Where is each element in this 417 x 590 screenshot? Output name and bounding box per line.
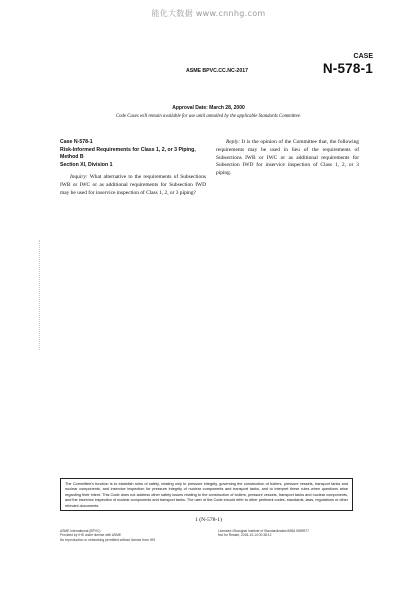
reply-paragraph	[216, 139, 359, 178]
page-number: 1 (N-578-1)	[195, 517, 222, 523]
watermark: 能化大数据 www.cnnhg.com	[151, 9, 266, 18]
approval-date: Approval Date: March 28, 2000	[172, 105, 245, 111]
margin-mark	[39, 240, 43, 350]
reply-text: It is the opinion of the Committee that, the following requirements may be used in lieu of the requirements of Subsections IWB or IWC or as additional requirements for Subsection IWD for inservice inspection of Class 1, 2, or 3 piping.	[216, 139, 359, 177]
reply-label: Reply:	[226, 139, 241, 145]
inquiry-text: What alternative to the requirements of Subsections IWB or IWC or as additional requirements for Subsection IWD may be used for inservice inspection of Class 1, 2, or 3 piping?	[60, 174, 206, 196]
inquiry-label: Inquiry:	[70, 174, 88, 181]
case-heading: Case N-578-1	[60, 139, 93, 145]
inquiry-paragraph	[60, 174, 206, 197]
footer-right-line2: Not for Resale, 2018-13-14 00:38:12	[218, 533, 272, 538]
case-title-line2: Method B	[60, 154, 84, 161]
footer-left-line2: Provided by IHS under license with ASME	[60, 533, 122, 538]
availability-note: Code Cases will remain available for use until annulled by the applicable Standards Committee.	[115, 114, 302, 119]
case-word: CASE	[353, 53, 373, 60]
right-column	[216, 139, 359, 178]
footer-right-line1: Licensee=Shanghai Institute of Standardization/5964 5559977	[218, 529, 310, 533]
committee-notice-box: The Committee’s function is to establish rules of safety, relating only to pressure integrity, governing the construction of boilers, pressure vessels, transport tanks and nuclear components, and inservice inspection for pressure integrity of nuclear components and transport tanks, and to interpret these rules when questions arise regarding their intent. This Code does not address other safety issues relating to the construction of boilers, pressure vessels, transport tanks and nuclear components, and the inservice inspection of nuclear components and transport tanks. The user of the Code should refer to other pertinent codes, standards, laws, regulations or other relevant documents.	[60, 478, 353, 511]
footer-left	[60, 529, 220, 542]
left-column	[60, 139, 206, 198]
case-title-line1: Risk-Informed Requirements for Class 1, 2, or 3 Piping,	[60, 146, 196, 153]
standard-id: ASME BPVC.CC.NC-2017	[186, 68, 248, 74]
footer-left-line3: No reproduction or networking permitted without license from IHS	[60, 537, 156, 542]
footer-left-line1: ASME International (BPVC)	[60, 529, 101, 533]
footer-right	[218, 529, 368, 538]
case-number: N-578-1	[322, 61, 373, 76]
case-section: Section XI, Division 1	[60, 161, 113, 168]
